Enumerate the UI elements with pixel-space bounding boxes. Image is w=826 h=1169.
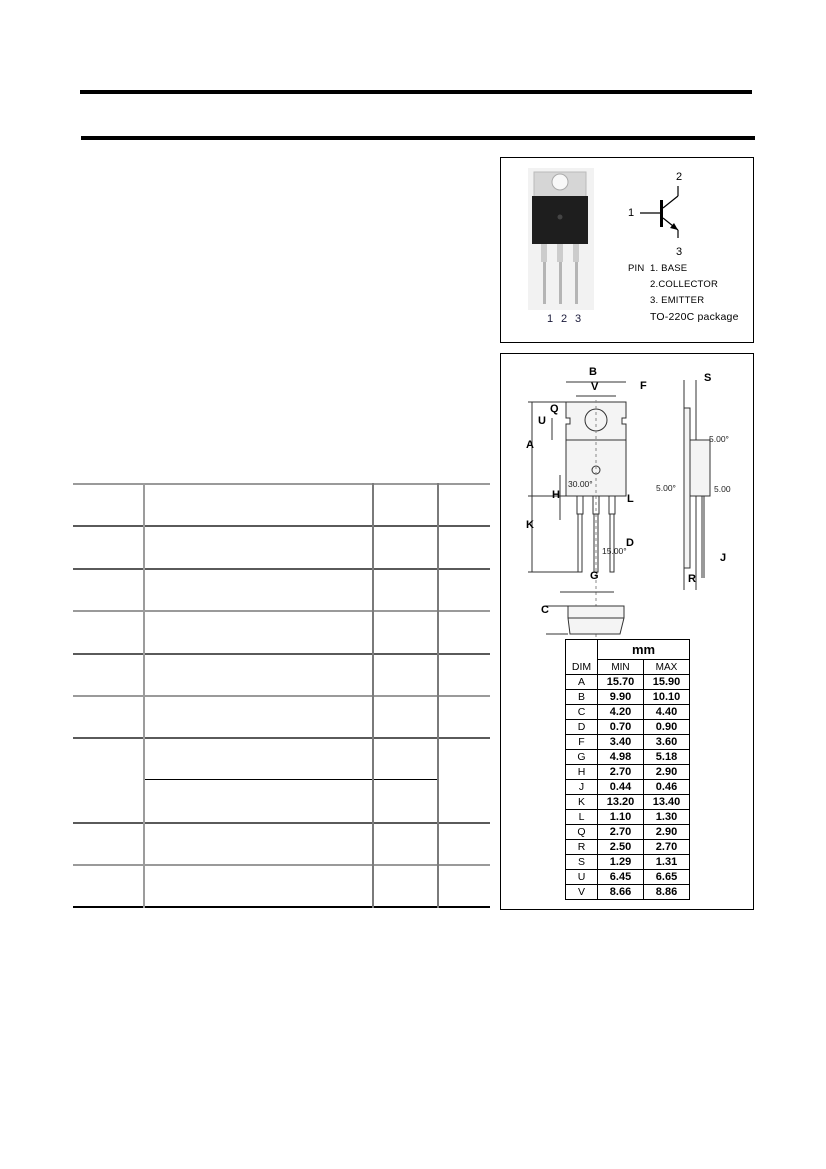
- dim-cell: A: [566, 675, 598, 690]
- min-cell: 9.90: [598, 690, 644, 705]
- symbol-terminal-emitter: 3: [676, 246, 683, 258]
- min-cell: 2.50: [598, 840, 644, 855]
- max-cell: 1.31: [644, 855, 690, 870]
- dim-label-j: J: [720, 552, 727, 564]
- max-cell: 2.90: [644, 765, 690, 780]
- table-row: [566, 810, 690, 825]
- min-cell: 8.66: [598, 885, 644, 900]
- photo-pin-number: 2: [561, 313, 568, 325]
- dim-label-g: G: [590, 570, 599, 582]
- dimension-table: [565, 639, 690, 900]
- photo-pin-number: 1: [547, 313, 554, 325]
- symbol-terminal-base: 1: [628, 207, 635, 219]
- dim-cell: L: [566, 810, 598, 825]
- dim-label-v: V: [591, 381, 599, 393]
- header-rule-top: [80, 90, 752, 94]
- dim-cell: H: [566, 765, 598, 780]
- dim-cell: U: [566, 870, 598, 885]
- angle-lead-tip: 15.00°: [602, 546, 627, 556]
- max-cell: 13.40: [644, 795, 690, 810]
- max-cell: 2.70: [644, 840, 690, 855]
- table-rule: [73, 695, 490, 697]
- dim-label-q: Q: [550, 403, 559, 415]
- min-cell: 1.29: [598, 855, 644, 870]
- dim-label-b: B: [589, 366, 597, 378]
- table-row: [566, 750, 690, 765]
- min-cell: 13.20: [598, 795, 644, 810]
- min-cell: 6.45: [598, 870, 644, 885]
- dim-label-l: L: [627, 493, 634, 505]
- max-cell: 0.46: [644, 780, 690, 795]
- angle-lead-bend: 30.00°: [568, 479, 593, 489]
- angle-side-left: 5.00°: [656, 483, 676, 493]
- min-cell: 0.44: [598, 780, 644, 795]
- photo-pin-number: 3: [575, 313, 582, 325]
- table-row: [566, 735, 690, 750]
- package-name: TO-220C package: [650, 311, 739, 323]
- min-cell: 15.70: [598, 675, 644, 690]
- table-rule: [73, 483, 490, 485]
- table-column-divider: [437, 483, 439, 908]
- pin-legend-emitter: 3. EMITTER: [650, 295, 705, 306]
- pin-legend-collector: 2.COLLECTOR: [650, 279, 719, 290]
- dim-label-r: R: [688, 573, 696, 585]
- max-cell: 0.90: [644, 720, 690, 735]
- table-row: [566, 705, 690, 720]
- table-column-divider: [143, 483, 145, 908]
- angle-side-right: 5.00: [714, 484, 731, 494]
- min-cell: 4.20: [598, 705, 644, 720]
- dim-cell: S: [566, 855, 598, 870]
- dim-cell: J: [566, 780, 598, 795]
- max-cell: 6.65: [644, 870, 690, 885]
- table-rule: [73, 653, 490, 655]
- symbol-terminal-collector: 2: [676, 171, 683, 183]
- table-row: [566, 840, 690, 855]
- dim-cell: D: [566, 720, 598, 735]
- dim-cell: C: [566, 705, 598, 720]
- min-cell: 4.98: [598, 750, 644, 765]
- dim-cell: R: [566, 840, 598, 855]
- max-cell: 3.60: [644, 735, 690, 750]
- pin-legend-base: 1. BASE: [650, 263, 688, 274]
- table-rule: [73, 864, 490, 866]
- dim-cell: V: [566, 885, 598, 900]
- table-row: [566, 870, 690, 885]
- max-cell: 2.90: [644, 825, 690, 840]
- table-rule: [73, 822, 490, 824]
- angle-side-top: 5.00°: [709, 434, 729, 444]
- max-cell: 4.40: [644, 705, 690, 720]
- table-rule-bottom: [73, 906, 490, 908]
- table-row: [566, 825, 690, 840]
- max-cell: 15.90: [644, 675, 690, 690]
- dim-label-h: H: [552, 489, 560, 501]
- table-row: [566, 765, 690, 780]
- min-cell: 3.40: [598, 735, 644, 750]
- table-row: [566, 720, 690, 735]
- table-row: [566, 690, 690, 705]
- table-rule: [73, 610, 490, 612]
- min-cell: 0.70: [598, 720, 644, 735]
- dim-cell: Q: [566, 825, 598, 840]
- table-subrule: [145, 779, 438, 780]
- dim-label-a: A: [526, 439, 534, 451]
- max-cell: 1.30: [644, 810, 690, 825]
- dim-column-header: DIM: [566, 640, 598, 675]
- dim-label-f: F: [640, 380, 647, 392]
- min-cell: 2.70: [598, 765, 644, 780]
- table-row: [566, 675, 690, 690]
- dim-label-k: K: [526, 519, 534, 531]
- table-column-divider: [372, 483, 374, 908]
- max-cell: 8.86: [644, 885, 690, 900]
- table-row: [566, 855, 690, 870]
- header-rule-second: [81, 136, 755, 140]
- table-rule: [73, 568, 490, 570]
- dim-label-u: U: [538, 415, 546, 427]
- max-cell: 10.10: [644, 690, 690, 705]
- pin-legend-prefix: PIN: [628, 263, 645, 274]
- dim-label-d: D: [626, 537, 634, 549]
- table-row: [566, 885, 690, 900]
- max-cell: 5.18: [644, 750, 690, 765]
- table-row: [566, 795, 690, 810]
- min-column-header: MIN: [598, 660, 644, 675]
- dim-cell: G: [566, 750, 598, 765]
- dim-label-c: C: [541, 604, 549, 616]
- min-cell: 1.10: [598, 810, 644, 825]
- max-column-header: MAX: [644, 660, 690, 675]
- dim-cell: F: [566, 735, 598, 750]
- table-rule: [73, 525, 490, 527]
- dim-cell: K: [566, 795, 598, 810]
- min-cell: 2.70: [598, 825, 644, 840]
- dim-label-s: S: [704, 372, 712, 384]
- dim-cell: B: [566, 690, 598, 705]
- table-row: [566, 780, 690, 795]
- table-rule: [73, 737, 490, 739]
- unit-header: mm: [598, 640, 690, 660]
